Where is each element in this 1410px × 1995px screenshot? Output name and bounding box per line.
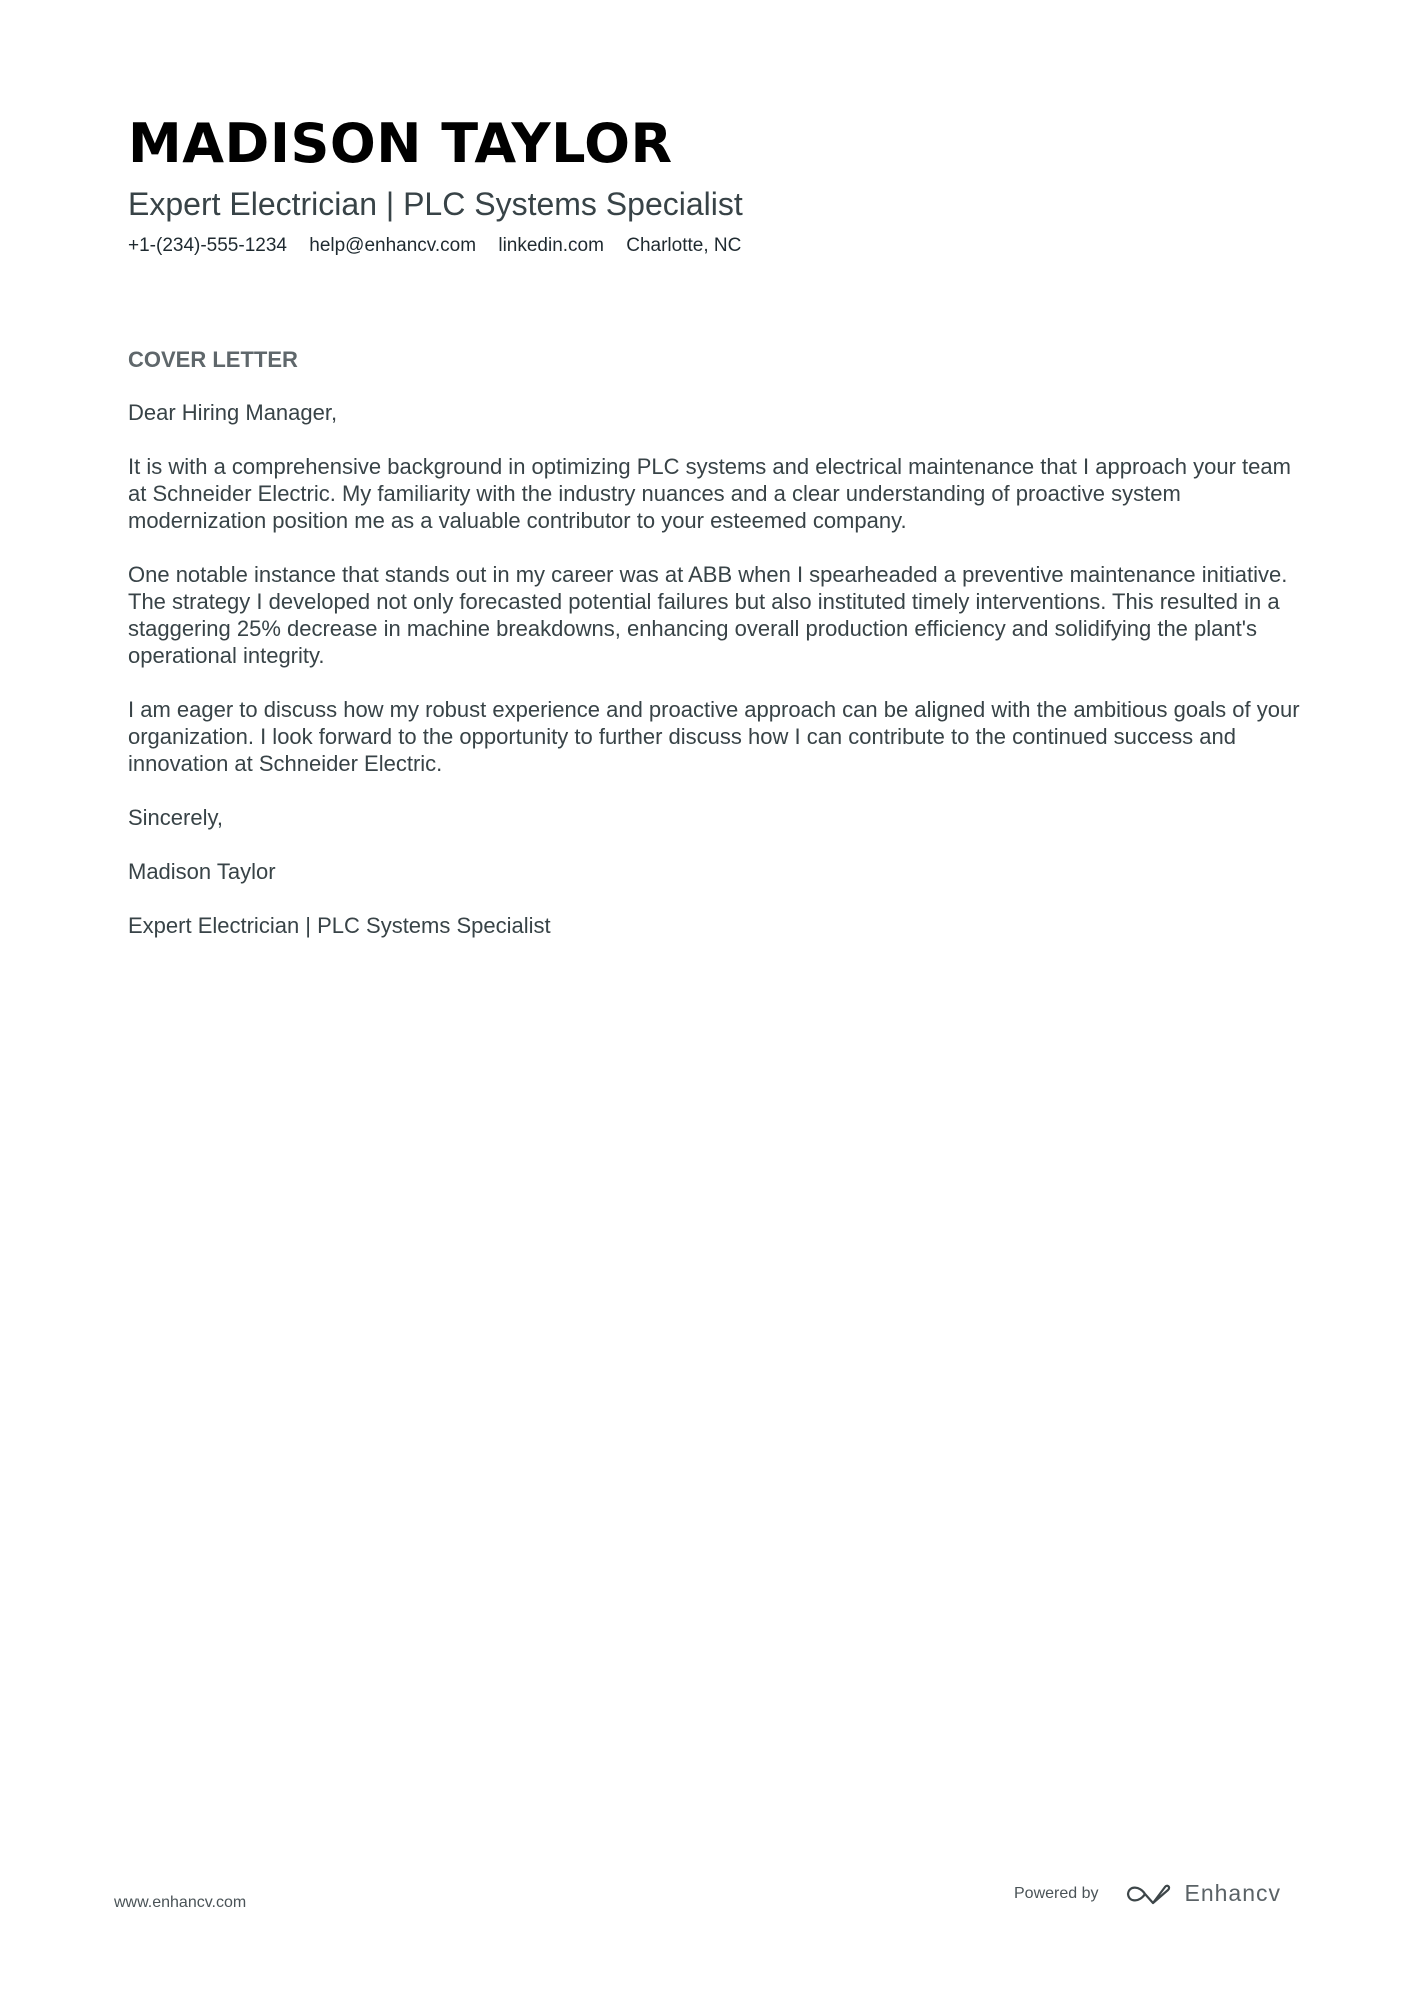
footer-website[interactable]: www.enhancv.com xyxy=(114,1894,247,1911)
signature-name: Madison Taylor xyxy=(128,859,276,884)
contact-linkedin[interactable]: linkedin.com xyxy=(498,235,604,256)
paragraph-1: It is with a comprehensive background in optimizing PLC systems and electrical maintenance that I approach your team at Schneider Electric. My familiarity with the industry nuances and a clear understanding of proactive system modernization position me as a valuable contributor to your esteemed company. xyxy=(128,454,1291,533)
contact-info xyxy=(128,234,758,258)
paragraph-2: One notable instance that stands out in my career was at ABB when I spearheaded a preventive maintenance initiative. The strategy I developed not only forecasted potential failures but also instituted timely interventions. This resulted in a staggering 25% decrease in machine breakdowns, enhancing overall production efficiency and solidifying the plant's operational integrity. xyxy=(128,562,1288,668)
enhancv-brand: Enhancv xyxy=(1184,1880,1282,1906)
section-title: COVER LETTER xyxy=(128,347,298,372)
paragraph-3: I am eager to discuss how my robust experience and proactive approach can be aligned with the ambitious goals of your organization. I look forward to the opportunity to further discuss how I can contribute to the continued success and innovation at Schneider Electric. xyxy=(128,697,1300,776)
powered-by[interactable] xyxy=(1014,1880,1281,1907)
powered-by-label: Powered by xyxy=(1014,1884,1099,1902)
applicant-name: MADISON TAYLOR xyxy=(128,112,673,175)
letter-body xyxy=(128,399,1308,966)
closing: Sincerely, xyxy=(128,805,223,830)
applicant-title: Expert Electrician | PLC Systems Specialist xyxy=(128,186,743,222)
contact-location: Charlotte, NC xyxy=(626,235,742,256)
signature-title: Expert Electrician | PLC Systems Specialist xyxy=(128,913,551,938)
enhancv-logo-icon xyxy=(1125,1881,1173,1907)
greeting: Dear Hiring Manager, xyxy=(128,400,338,425)
contact-email[interactable]: help@enhancv.com xyxy=(309,235,477,256)
contact-phone: +1-(234)-555-1234 xyxy=(128,235,287,256)
